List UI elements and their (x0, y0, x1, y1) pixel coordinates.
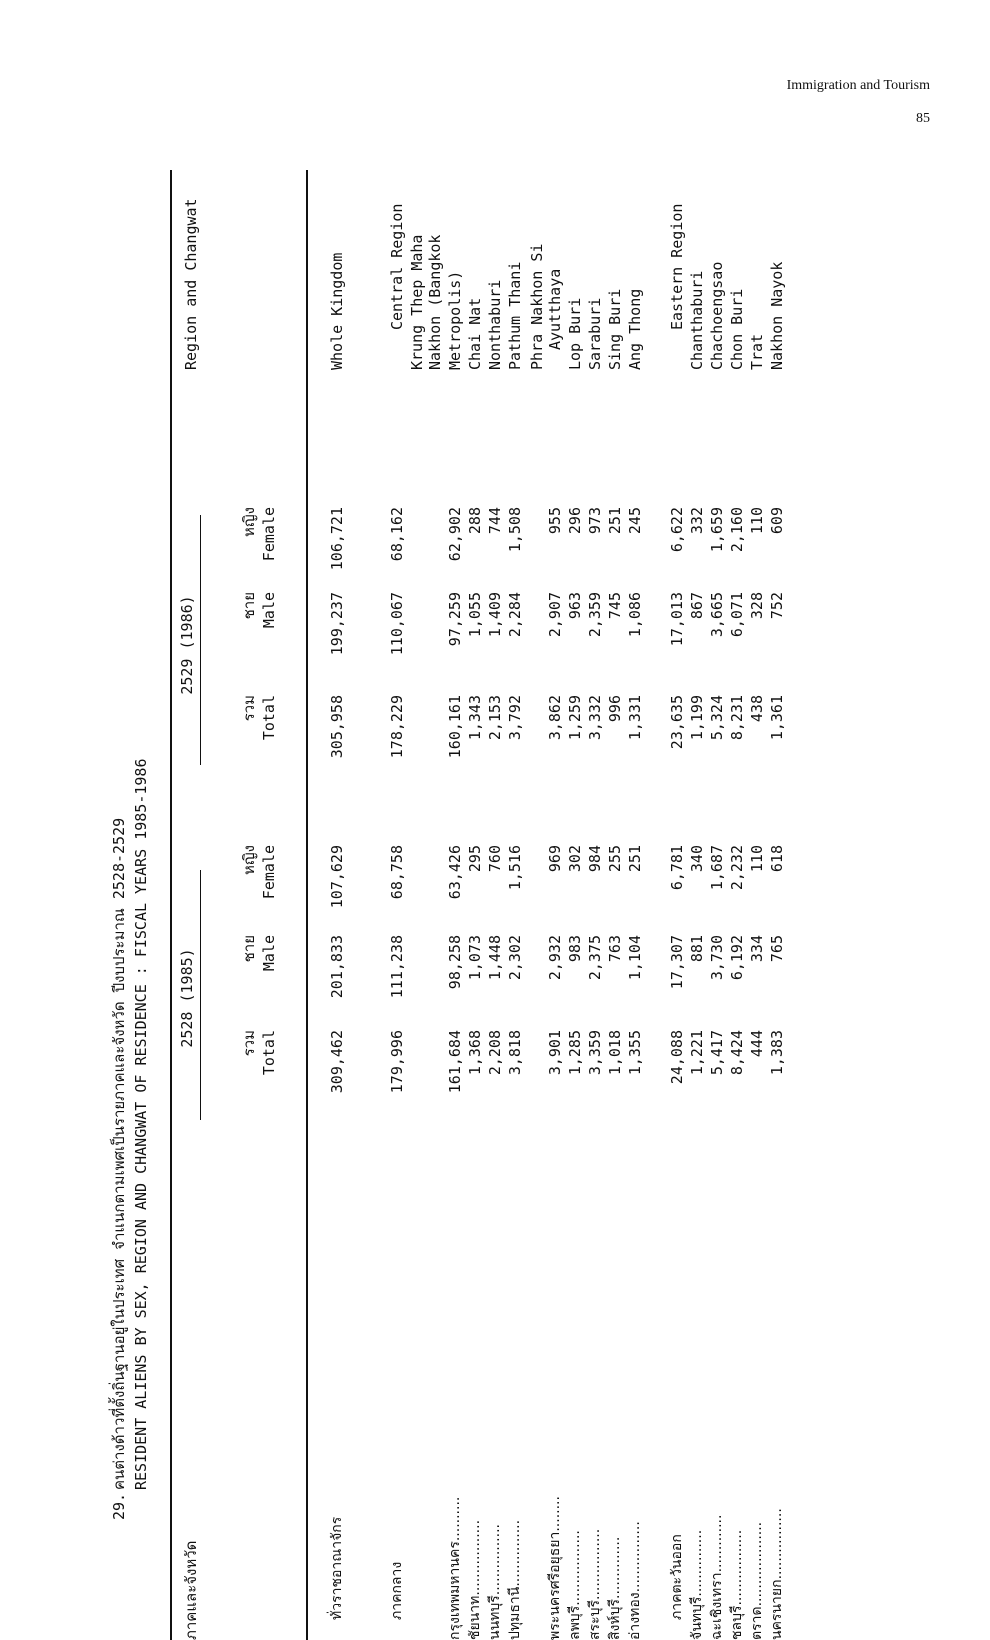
table-cell: 17,013 (668, 592, 686, 647)
table-cell: 760 (486, 845, 504, 873)
table-cell: 111,238 (388, 935, 406, 999)
table-cell: 1,104 (626, 935, 644, 981)
table-cell: 63,426 (446, 845, 464, 900)
table-cell: 996 (606, 695, 624, 723)
table-cell: 3,901 (546, 1030, 564, 1076)
table-cell: 2,302 (506, 935, 524, 981)
page-number: 85 (916, 111, 930, 126)
subheader-total-thai: รวม (240, 695, 258, 722)
table-cell: 106,721 (328, 507, 346, 571)
table-cell: 2,160 (728, 507, 746, 553)
table-cell: 68,758 (388, 845, 406, 900)
table-cell: 98,258 (446, 935, 464, 990)
table-cell: 1,259 (566, 695, 584, 741)
table-cell: 161,684 (446, 1030, 464, 1094)
table-cell: 3,332 (586, 695, 604, 741)
row-label-thai: ภาคกลาง (389, 1561, 405, 1620)
table-cell: 295 (466, 845, 484, 873)
table-cell: 178,229 (388, 695, 406, 759)
table-cell: 1,659 (708, 507, 726, 553)
subheader-total-english: Total (260, 695, 278, 741)
subheader-male-thai: ชาย (240, 592, 258, 620)
table-cell: 2,208 (486, 1030, 504, 1076)
row-label-thai: อ่างทอง................ (627, 1521, 643, 1640)
table-cell: 2,907 (546, 592, 564, 638)
table-cell: 24,088 (668, 1030, 686, 1085)
table-cell: 5,417 (708, 1030, 726, 1076)
year-1985-rule (200, 870, 201, 1120)
table-cell: 3,862 (546, 695, 564, 741)
row-label-thai: จันทบุรี............... (689, 1529, 705, 1640)
row-label-thai: นครนายก................ (769, 1508, 785, 1640)
row-label-thai: ตราด................... (749, 1521, 765, 1640)
table-cell: 744 (486, 507, 504, 535)
table-cell: 1,199 (688, 695, 706, 741)
row-label-english: Metropolis) (446, 270, 464, 370)
table-cell: 1,343 (466, 695, 484, 741)
table-cell: 6,192 (728, 935, 746, 981)
table-cell: 984 (586, 845, 604, 873)
table-cell: 444 (748, 1030, 766, 1058)
table-cell: 2,232 (728, 845, 746, 891)
row-label-english: Nakhon Nayok (768, 261, 786, 370)
table-cell: 969 (546, 845, 564, 873)
table-cell: 2,375 (586, 935, 604, 981)
table-cell: 3,359 (586, 1030, 604, 1076)
year-1986-header: 2529 (1986) (178, 595, 196, 695)
table-cell: 62,902 (446, 507, 464, 562)
row-label-english: Krung Thep Maha (408, 234, 426, 370)
table-cell: 1,383 (768, 1030, 786, 1076)
row-label-thai: นนทบุรี................ (487, 1524, 503, 1640)
table-cell: 973 (586, 507, 604, 535)
table-cell: 305,958 (328, 695, 346, 759)
table-cell: 23,635 (668, 695, 686, 750)
row-label-thai: ภาคตะวันออก (669, 1534, 685, 1620)
table-cell: 255 (606, 845, 624, 873)
row-label-english: Sing Buri (606, 288, 624, 370)
table-cell: 17,307 (668, 935, 686, 990)
table-cell: 6,622 (668, 507, 686, 553)
row-label-thai: ปทุมธานี............... (507, 1519, 523, 1640)
table-cell: 245 (626, 507, 644, 535)
table-cell: 97,259 (446, 592, 464, 647)
table-cell: 199,237 (328, 592, 346, 656)
row-label-english: Saraburi (586, 297, 604, 370)
table-number: 29. (110, 1492, 128, 1520)
table-cell: 332 (688, 507, 706, 535)
table-cell: 1,055 (466, 592, 484, 638)
row-label-english: Trat (748, 333, 766, 370)
table-cell: 881 (688, 935, 706, 963)
subheader-male-english: Male (260, 592, 278, 629)
table-cell: 8,231 (728, 695, 746, 741)
column-header-region-thai: ภาคและจังหวัด (182, 1540, 200, 1640)
table-cell: 1,221 (688, 1030, 706, 1076)
table-cell: 3,730 (708, 935, 726, 981)
table-cell: 765 (768, 935, 786, 963)
row-label-thai: สิงห์บุรี.............. (607, 1536, 623, 1640)
row-label-thai: ฉะเชิงเทรา............. (709, 1514, 725, 1640)
table-cell: 6,071 (728, 592, 746, 638)
table-cell: 2,153 (486, 695, 504, 741)
row-label-english: Nonthaburi (486, 279, 504, 370)
table-cell: 1,073 (466, 935, 484, 981)
table-title-english: RESIDENT ALIENS BY SEX, REGION AND CHANGWAT OF RESIDENCE : FISCAL YEARS 1985-1986 (132, 758, 150, 1490)
row-label-english: Lop Buri (566, 297, 584, 370)
table-cell: 618 (768, 845, 786, 873)
table-cell: 3,665 (708, 592, 726, 638)
row-label-english: Phra Nakhon Si (528, 243, 546, 370)
table-cell: 1,448 (486, 935, 504, 981)
table-cell: 201,833 (328, 935, 346, 999)
table-cell: 302 (566, 845, 584, 873)
table-cell: 752 (768, 592, 786, 620)
subheader-male-thai: ชาย (240, 935, 258, 963)
row-label-english: Central Region (388, 203, 406, 330)
table-cell: 288 (466, 507, 484, 535)
subheader-female-thai: หญิง (240, 507, 258, 537)
table-cell: 6,781 (668, 845, 686, 891)
year-1986-rule (200, 515, 201, 765)
table-cell: 3,818 (506, 1030, 524, 1076)
table-cell: 745 (606, 592, 624, 620)
table-cell: 5,324 (708, 695, 726, 741)
table-cell: 867 (688, 592, 706, 620)
table-cell: 1,516 (506, 845, 524, 891)
table-cell: 251 (626, 845, 644, 873)
table-cell: 334 (748, 935, 766, 963)
table-cell: 1,508 (506, 507, 524, 553)
subheader-female-english: Female (260, 845, 278, 900)
table-cell: 983 (566, 935, 584, 963)
row-label-thai: พระนครศรีอยุธยา........ (547, 1496, 563, 1640)
top-rule (170, 170, 172, 1640)
rotated-table (110, 170, 950, 1640)
subheader-female-thai: หญิง (240, 845, 258, 875)
table-cell: 8,424 (728, 1030, 746, 1076)
table-cell: 1,361 (768, 695, 786, 741)
table-cell: 340 (688, 845, 706, 873)
row-label-english: Chanthaburi (688, 270, 706, 370)
table-cell: 609 (768, 507, 786, 535)
table-cell: 1,355 (626, 1030, 644, 1076)
table-cell: 2,359 (586, 592, 604, 638)
table-cell: 68,162 (388, 507, 406, 562)
table-cell: 3,792 (506, 695, 524, 741)
table-cell: 160,161 (446, 695, 464, 759)
row-label-thai: ทั่วราชอาณาจักร (329, 1516, 345, 1620)
row-label-english: Chon Buri (728, 288, 746, 370)
table-cell: 1,687 (708, 845, 726, 891)
row-label-english: Nakhon (Bangkok (426, 234, 444, 370)
row-label-english: Eastern Region (668, 203, 686, 330)
row-label-thai: ชัยนาท................. (467, 1519, 483, 1640)
table-cell: 251 (606, 507, 624, 535)
row-label-english: Chachoengsao (708, 261, 726, 370)
subheader-female-english: Female (260, 507, 278, 562)
table-cell: 1,331 (626, 695, 644, 741)
column-header-region-english: Region and Changwat (182, 198, 200, 370)
table-cell: 1,285 (566, 1030, 584, 1076)
row-label-english: Ayutthaya (546, 268, 564, 350)
table-cell: 1,409 (486, 592, 504, 638)
row-label-english: Whole Kingdom (328, 252, 346, 370)
row-label-english: Ang Thong (626, 288, 644, 370)
table-cell: 110 (748, 845, 766, 873)
subheader-total-thai: รวม (240, 1030, 258, 1057)
table-cell: 2,932 (546, 935, 564, 981)
row-label-thai: สระบุรี................ (587, 1528, 603, 1640)
table-cell: 2,284 (506, 592, 524, 638)
table-cell: 296 (566, 507, 584, 535)
year-1985-header: 2528 (1985) (178, 948, 196, 1048)
table-cell: 110 (748, 507, 766, 535)
table-cell: 179,996 (388, 1030, 406, 1094)
row-label-english: Chai Nat (466, 297, 484, 370)
row-label-english: Pathum Thani (506, 261, 524, 370)
subheader-total-english: Total (260, 1030, 278, 1076)
table-cell: 309,462 (328, 1030, 346, 1094)
table-cell: 110,067 (388, 592, 406, 656)
table-cell: 328 (748, 592, 766, 620)
row-label-thai: กรุงเทพมหานคร.......... (447, 1496, 463, 1640)
table-title-thai: คนต่างด้าวที่ตั้งถิ่นฐานอยู่ในประเทศ จำแนกตามเพศเป็นรายภาคและจังหวัด ปีงบประมาณ 2528-2529 (110, 817, 128, 1490)
table-cell: 1,368 (466, 1030, 484, 1076)
row-label-thai: ลพบุรี................. (567, 1530, 583, 1640)
subheader-male-english: Male (260, 935, 278, 972)
running-header: Immigration and Tourism (786, 78, 930, 93)
table-cell: 955 (546, 507, 564, 535)
table-cell: 763 (606, 935, 624, 963)
table-cell: 1,018 (606, 1030, 624, 1076)
table-cell: 438 (748, 695, 766, 723)
row-label-thai: ชลบุรี................. (729, 1529, 745, 1640)
header-bottom-rule (306, 170, 308, 1640)
table-cell: 1,086 (626, 592, 644, 638)
table-cell: 963 (566, 592, 584, 620)
table-cell: 107,629 (328, 845, 346, 909)
